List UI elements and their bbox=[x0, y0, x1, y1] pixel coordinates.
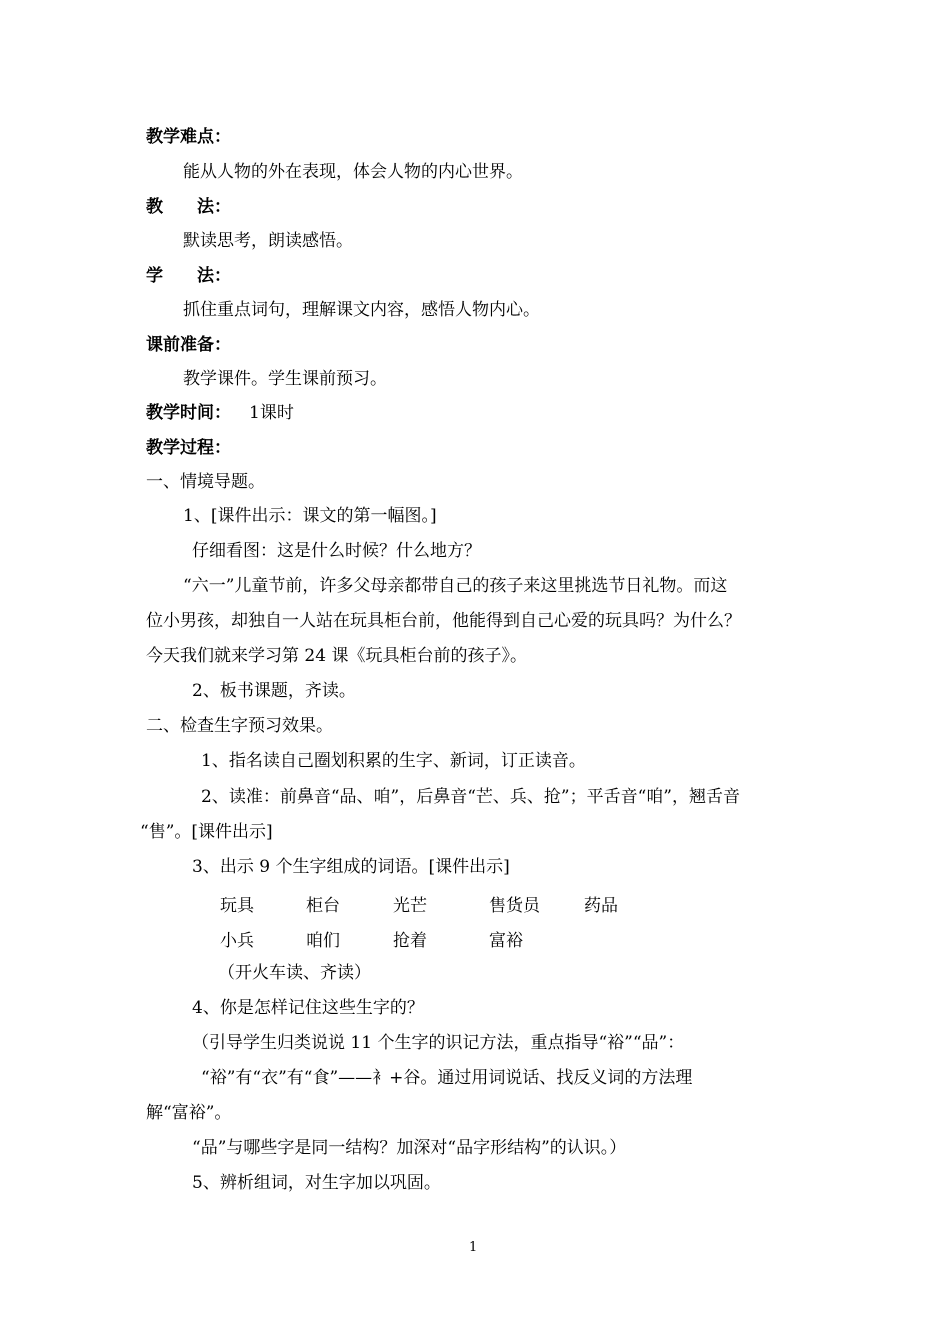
learning-method-heading: 学 法： bbox=[146, 266, 231, 286]
difficulty-text: 能从人物的外在表现，体会人物的内心世界。 bbox=[183, 162, 523, 182]
part1-title: 一、情境导题。 bbox=[146, 472, 265, 492]
part1-step1: 1、[课件出示：课文的第一幅图。] bbox=[183, 506, 437, 526]
part2-guide: （引导学生归类说说 11 个生字的识记方法，重点指导“裕”“品”： bbox=[192, 1033, 685, 1053]
vocab-word: 药品 bbox=[584, 896, 618, 916]
learning-method-text: 抓住重点词句，理解课文内容，感悟人物内心。 bbox=[183, 300, 540, 320]
part1-paragraph-line2: 位小男孩，却独自一人站在玩具柜台前，他能得到自己心爱的玩具吗？为什么？ bbox=[146, 611, 741, 631]
part1-question: 仔细看图：这是什么时候？什么地方？ bbox=[192, 541, 481, 561]
teaching-time-heading: 教学时间： bbox=[146, 403, 231, 423]
preparation-heading: 课前准备： bbox=[146, 335, 231, 355]
part2-yu-line1: “裕”有“衣”有“食”——衤+谷。通过用词说话、找反义词的方法理 bbox=[201, 1068, 693, 1088]
part2-pin: “品”与哪些字是同一结构？加深对“品字形结构”的认识。） bbox=[192, 1138, 627, 1158]
part2-title: 二、检查生字预习效果。 bbox=[146, 716, 333, 736]
part2-step3: 3、出示 9 个生字组成的词语。[课件出示] bbox=[192, 857, 510, 877]
vocab-word: 抢着 bbox=[393, 931, 427, 951]
vocab-word: 富裕 bbox=[489, 931, 523, 951]
vocab-word: 咱们 bbox=[306, 931, 340, 951]
part2-step2-line2: “售”。[课件出示] bbox=[140, 822, 273, 842]
part2-step2-line1: 2、读准：前鼻音“品、咱”，后鼻音“芒、兵、抢”；平舌音“咱”，翘舌音 bbox=[201, 787, 740, 807]
part1-paragraph-line3: 今天我们就来学习第 24 课《玩具柜台前的孩子》。 bbox=[146, 646, 527, 666]
part1-step2: 2、板书课题，齐读。 bbox=[192, 681, 356, 701]
vocab-word: 柜台 bbox=[306, 896, 340, 916]
teaching-method-heading: 教 法： bbox=[146, 197, 231, 217]
teaching-method-text: 默读思考，朗读感悟。 bbox=[183, 231, 353, 251]
vocab-word: 售货员 bbox=[489, 896, 540, 916]
process-heading: 教学过程： bbox=[146, 438, 231, 458]
vocab-word: 光芒 bbox=[393, 896, 427, 916]
vocab-word: 玩具 bbox=[220, 896, 254, 916]
vocab-word: 小兵 bbox=[220, 931, 254, 951]
part2-yu-line2: 解“富裕”。 bbox=[146, 1103, 232, 1123]
difficulty-heading: 教学难点： bbox=[146, 127, 231, 147]
preparation-text: 教学课件。学生课前预习。 bbox=[183, 369, 387, 389]
vocab-note: （开火车读、齐读） bbox=[218, 963, 371, 983]
page-number: 1 bbox=[469, 1240, 478, 1255]
part2-step4: 4、你是怎样记住这些生字的？ bbox=[192, 998, 424, 1018]
part1-paragraph-line1: “六一”儿童节前，许多父母亲都带自己的孩子来这里挑选节日礼物。而这 bbox=[183, 576, 728, 596]
teaching-time-text: 1课时 bbox=[249, 403, 294, 423]
part2-step5: 5、辨析组词，对生字加以巩固。 bbox=[192, 1173, 441, 1193]
part2-step1: 1、指名读自己圈划积累的生字、新词，订正读音。 bbox=[201, 751, 586, 771]
